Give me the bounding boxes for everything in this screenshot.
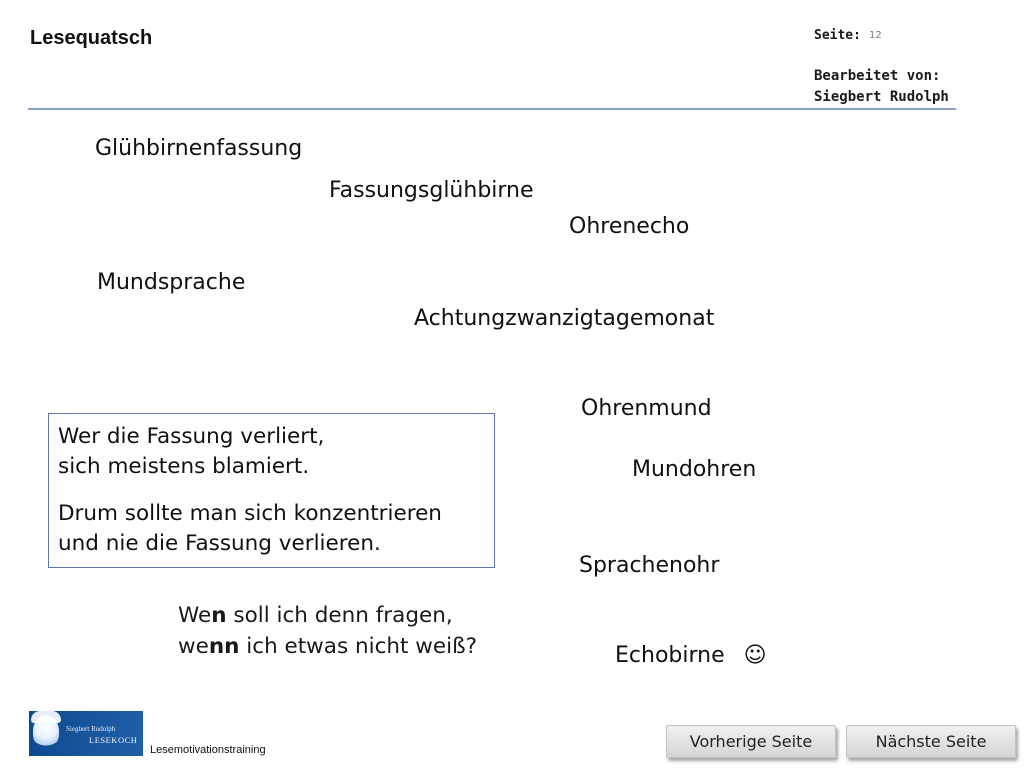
editor-info: [814, 66, 949, 108]
word-echobirne-text: Echobirne: [615, 643, 725, 668]
question-line-2-bold: nn: [208, 634, 240, 659]
rhyme-line-3: Drum sollte man sich konzentrieren: [58, 501, 442, 526]
rhyme-line-1: Wer die Fassung verliert,: [58, 424, 325, 449]
word-sprachenohr: Sprachenohr: [579, 553, 720, 578]
logo-brand: LESEKOCH: [89, 735, 138, 745]
question-line-1: [178, 600, 477, 631]
editor-label: Bearbeitet von:: [814, 68, 941, 84]
word-gluehbirnenfassung: Glühbirnenfassung: [95, 136, 303, 161]
question-line-2-post: ich etwas nicht weiß?: [239, 634, 478, 659]
question-text: [178, 600, 477, 662]
lesekoch-logo: [29, 711, 143, 756]
word-ohrenmund: Ohrenmund: [581, 396, 712, 421]
word-ohrenecho: Ohrenecho: [569, 214, 690, 239]
smiley-icon: ☺: [743, 643, 767, 668]
previous-page-button[interactable]: Vorherige Seite: [666, 725, 836, 758]
question-line-1-post: soll ich denn fragen,: [226, 603, 453, 628]
chef-hat-icon: [31, 711, 61, 723]
rhyme-box: [48, 413, 495, 568]
page-number: 12: [869, 30, 882, 41]
word-achtungzwanzigtagemonat: Achtungzwanzigtagemonat: [414, 306, 715, 331]
word-echobirne: [615, 643, 767, 668]
question-line-2-pre: we: [178, 634, 209, 659]
question-line-2: [178, 631, 477, 662]
word-mundohren: Mundohren: [632, 457, 757, 482]
next-page-button[interactable]: Nächste Seite: [846, 725, 1016, 758]
editor-name: Siegbert Rudolph: [814, 89, 949, 105]
page-label: Seite:: [814, 28, 861, 43]
rhyme-line-2: sich meistens blamiert.: [58, 454, 310, 479]
rhyme-line-4: und nie die Fassung verlieren.: [58, 531, 381, 556]
logo-author: Siegbert Rudolph: [66, 725, 116, 733]
question-line-1-bold: n: [211, 603, 227, 628]
header-divider: [28, 108, 956, 110]
page-title: Lesequatsch: [30, 27, 153, 49]
footer-label: Lesemotivationstraining: [150, 744, 266, 756]
word-mundsprache: Mundsprache: [97, 270, 246, 295]
question-line-1-pre: We: [178, 603, 212, 628]
word-fassungsgluehbirne: Fassungsglühbirne: [329, 178, 534, 203]
